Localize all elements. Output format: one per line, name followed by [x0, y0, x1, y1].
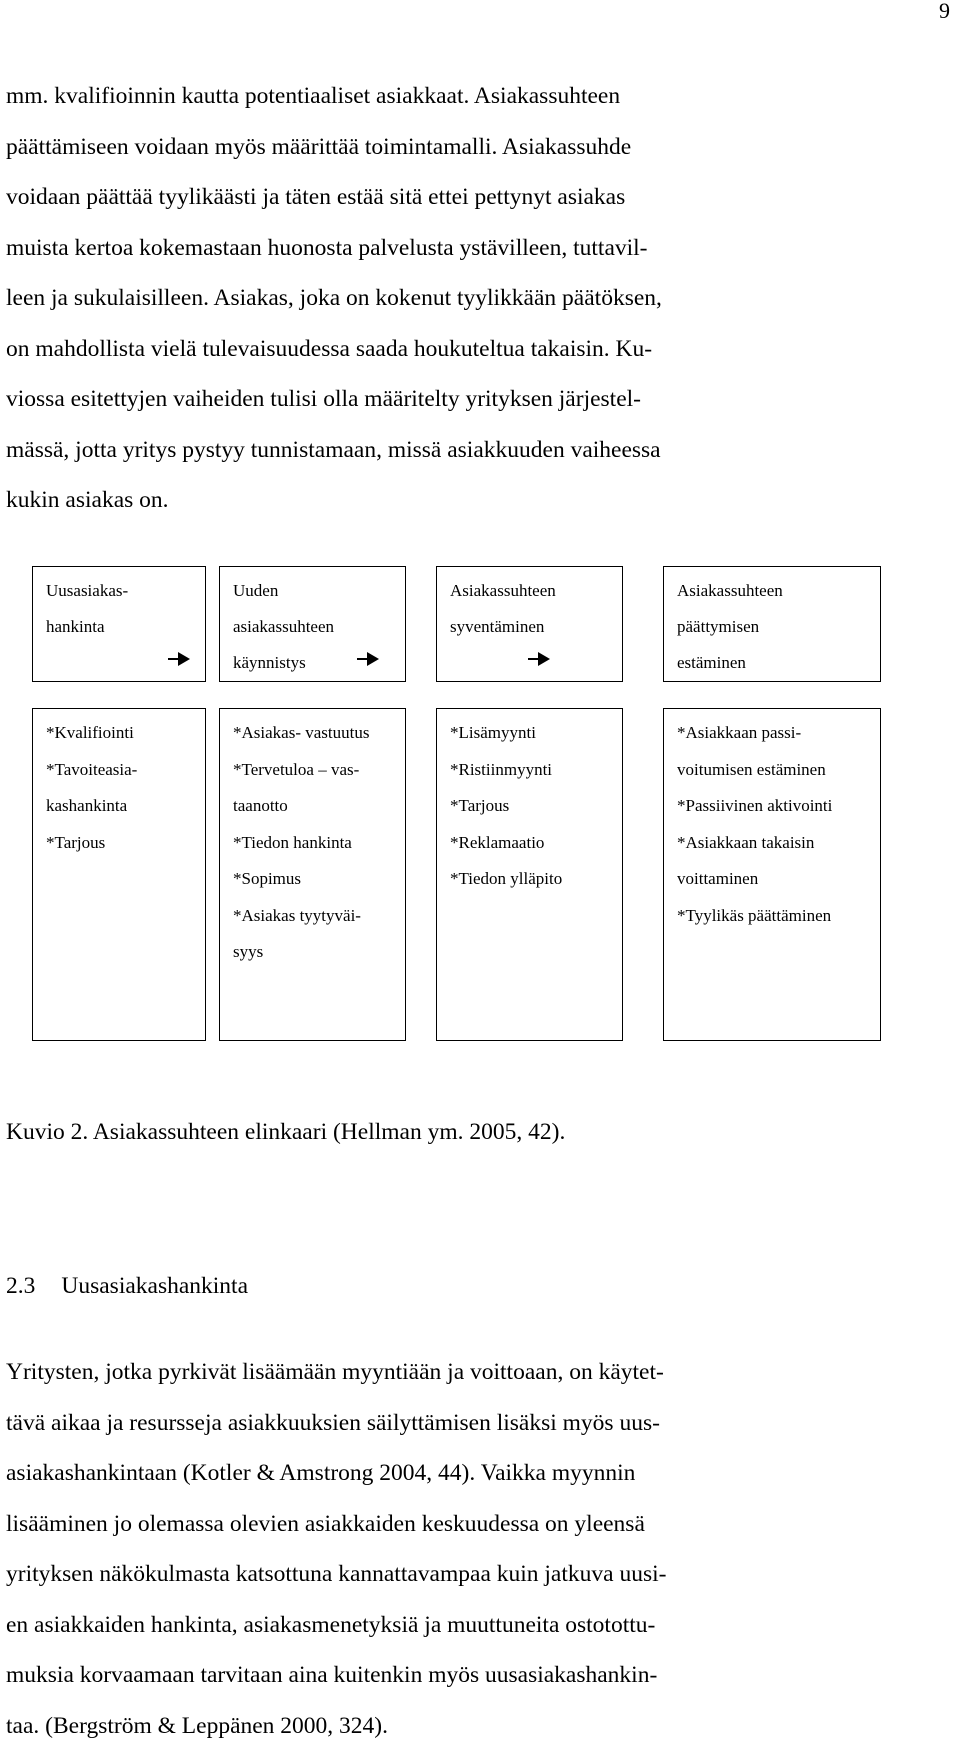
stage-label-line: syventäminen — [450, 609, 622, 645]
stage-label-line: päättymisen — [677, 609, 880, 645]
detail-item: *Asiakkaan takaisin — [677, 825, 880, 862]
stage-label-line: Asiakassuhteen — [450, 573, 622, 609]
intro-paragraph — [6, 71, 956, 526]
detail-item: *Ristiinmyynti — [450, 752, 622, 789]
stage-label-line: hankinta — [46, 609, 205, 645]
text-line: viossa esitettyjen vaiheiden tulisi olla määritelty yrityksen järjestel- — [6, 374, 956, 425]
text-line: asiakashankintaan (Kotler & Amstrong 2004, 44). Vaikka myynnin — [6, 1448, 956, 1499]
detail-item: *Tiedon hankinta — [233, 825, 405, 862]
text-line: muista kertoa kokemastaan huonosta palvelusta ystävilleen, tuttavil- — [6, 223, 956, 274]
arrow-right-icon — [357, 652, 379, 666]
stage-label-line: käynnistys — [233, 645, 405, 681]
stage-label-line: Asiakassuhteen — [677, 573, 880, 609]
arrow-right-icon — [528, 652, 550, 666]
section-title: Uusasiakashankinta — [61, 1273, 248, 1299]
text-line: taa. (Bergström & Leppänen 2000, 324). — [6, 1701, 956, 1751]
text-line: muksia korvaamaan tarvitaan aina kuitenkin myös uusasiakashankin- — [6, 1650, 956, 1701]
detail-item: syys — [233, 934, 405, 971]
stage-label-line: Uusasiakas- — [46, 573, 205, 609]
text-line: mässä, jotta yritys pystyy tunnistamaan, missä asiakkuuden vaiheessa — [6, 425, 956, 476]
stage-label-line: Uuden — [233, 573, 405, 609]
detail-item: voittaminen — [677, 861, 880, 898]
text-line: en asiakkaiden hankinta, asiakasmenetyksiä ja muuttuneita ostotottu- — [6, 1600, 956, 1651]
detail-item: *Asiakas- vastuutus — [233, 715, 405, 752]
detail-item: *Asiakkaan passi- — [677, 715, 880, 752]
detail-item: *Lisämyynti — [450, 715, 622, 752]
detail-box-relationship-deepening — [436, 708, 623, 1041]
text-line: Yritysten, jotka pyrkivät lisäämään myyntiään ja voittoaan, on käytet- — [6, 1347, 956, 1398]
detail-box-relationship-start — [219, 708, 406, 1041]
detail-item: taanotto — [233, 788, 405, 825]
detail-item: *Tarjous — [450, 788, 622, 825]
detail-item: kashankinta — [46, 788, 205, 825]
section-heading — [6, 1266, 248, 1306]
text-line: kukin asiakas on. — [6, 475, 956, 526]
detail-item: voitumisen estäminen — [677, 752, 880, 789]
stage-box-ending-prevention — [663, 566, 881, 682]
text-line: yrityksen näkökulmasta katsottuna kannattavampaa kuin jatkuva uusi- — [6, 1549, 956, 1600]
body-paragraph — [6, 1347, 956, 1751]
text-line: mm. kvalifioinnin kautta potentiaaliset asiakkaat. Asiakassuhteen — [6, 71, 956, 122]
text-line: tävä aikaa ja resursseja asiakkuuksien säilyttämisen lisäksi myös uus- — [6, 1398, 956, 1449]
page-number: 9 — [939, 0, 950, 22]
stage-label-line: asiakassuhteen — [233, 609, 405, 645]
text-line: lisääminen jo olemassa olevien asiakkaiden keskuudessa on yleensä — [6, 1499, 956, 1550]
detail-item: *Asiakas tyytyväi- — [233, 898, 405, 935]
arrow-right-icon — [168, 652, 190, 666]
text-line: voidaan päättää tyylikäästi ja täten estää sitä ettei pettynyt asiakas — [6, 172, 956, 223]
text-line: leen ja sukulaisilleen. Asiakas, joka on kokenut tyylikkään päätöksen, — [6, 273, 956, 324]
text-line: on mahdollista vielä tulevaisuudessa saada houkuteltua takaisin. Ku- — [6, 324, 956, 375]
detail-item: *Reklamaatio — [450, 825, 622, 862]
detail-item: *Tervetuloa – vas- — [233, 752, 405, 789]
figure-caption: Kuvio 2. Asiakassuhteen elinkaari (Hellman ym. 2005, 42). — [6, 1112, 565, 1152]
detail-item: *Sopimus — [233, 861, 405, 898]
text-line: päättämiseen voidaan myös määrittää toimintamalli. Asiakassuhde — [6, 122, 956, 173]
detail-item: *Kvalifiointi — [46, 715, 205, 752]
detail-item: *Passiivinen aktivointi — [677, 788, 880, 825]
detail-item: *Tarjous — [46, 825, 205, 862]
stage-label-line: estäminen — [677, 645, 880, 681]
detail-box-ending-prevention — [663, 708, 881, 1041]
section-number: 2.3 — [6, 1273, 35, 1299]
detail-box-new-customer-acquisition — [32, 708, 206, 1041]
detail-item: *Tavoiteasia- — [46, 752, 205, 789]
detail-item: *Tiedon ylläpito — [450, 861, 622, 898]
detail-item: *Tyylikäs päättäminen — [677, 898, 880, 935]
